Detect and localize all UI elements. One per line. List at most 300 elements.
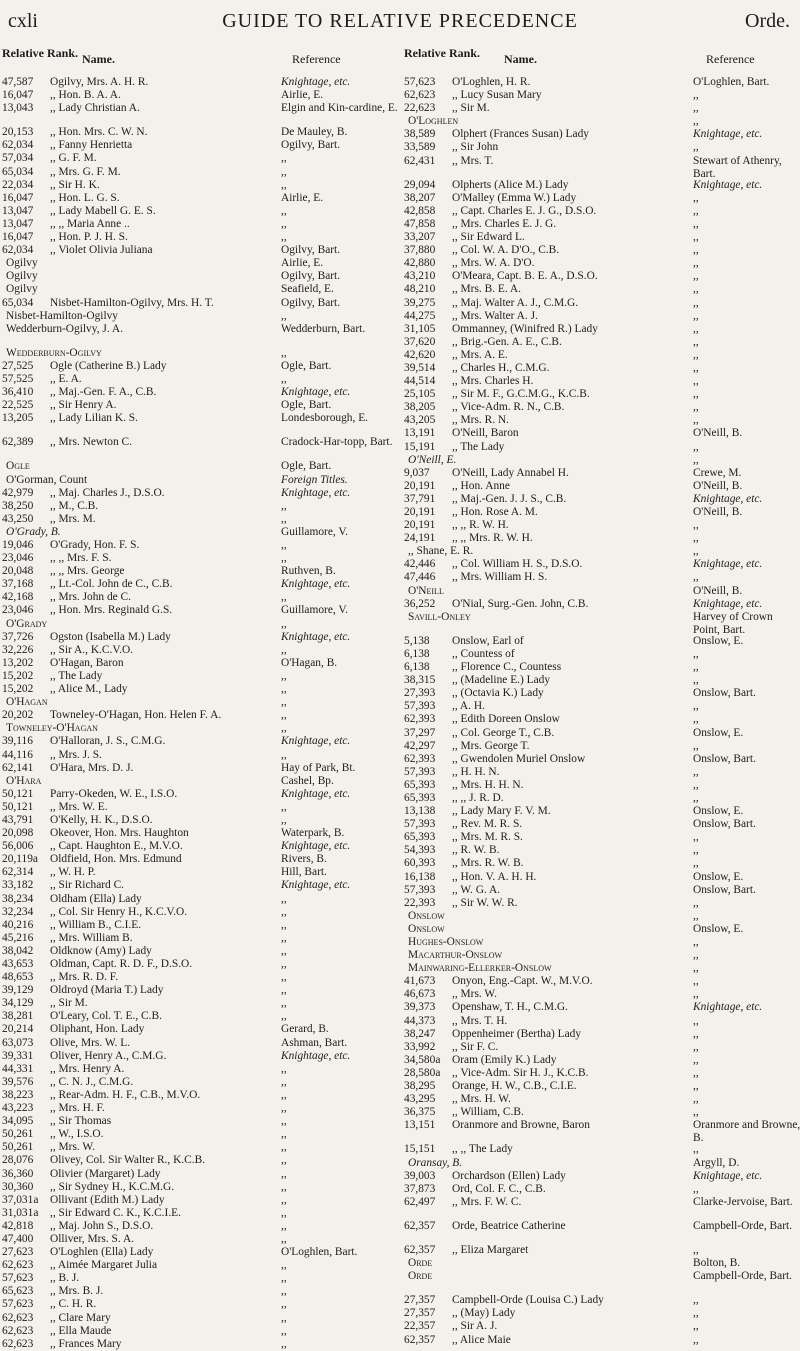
entry-reference: ,, (693, 115, 699, 128)
entry-row (404, 766, 800, 779)
entry-name: ,, Hon. Anne (452, 479, 510, 492)
entry-reference: ,, (693, 1014, 699, 1027)
entry-row (404, 1196, 800, 1209)
rank-number: 38,315 (404, 674, 436, 687)
entry-row (2, 1285, 398, 1298)
entry-row (2, 152, 398, 165)
rank-number: 36,410 (2, 386, 34, 399)
rank-number: 37,726 (2, 630, 34, 643)
entry-row (404, 1041, 800, 1054)
entry-name: ,, Mrs. Charles H. (452, 375, 534, 388)
entry-reference: ,, (693, 647, 699, 660)
entry-name: Ogle (Catherine B.) Lady (50, 359, 167, 372)
entry-name: ,, The Lady (452, 440, 505, 453)
entry-reference: ,, (281, 1128, 287, 1141)
entry-row (2, 1338, 398, 1351)
entry-row (404, 1334, 800, 1347)
entry-name: ,, Sir Edward L. (452, 231, 525, 244)
entry-reference: ,, (281, 1232, 287, 1245)
entry-name: ,, Gwendolen Muriel Onslow (452, 752, 586, 765)
entry-row (404, 532, 800, 545)
entry-row (2, 578, 398, 591)
rank-number: 62,357 (404, 1243, 436, 1256)
entry-row (2, 244, 398, 257)
entry-reference: ,, (693, 1143, 699, 1156)
entry-row (404, 818, 800, 831)
left-column (2, 46, 398, 1351)
entry-reference: ,, (693, 1027, 699, 1040)
entry-reference: Ogilvy, Bart. (281, 139, 341, 152)
spacer (2, 425, 398, 436)
rank-number: 37,297 (404, 726, 436, 739)
entry-name: ,, Sir W. W. R. (452, 896, 518, 909)
entry-row (404, 310, 800, 323)
entry-name: ,, Mrs. Henry A. (50, 1062, 125, 1075)
rank-number: 13,138 (404, 805, 436, 818)
entry-reference: Knightage, etc. (693, 558, 763, 571)
entry-name: Olliver, Mrs. S. A. (50, 1232, 135, 1245)
entry-row (404, 598, 800, 611)
entry-name: Wedderburn-Ogilvy (6, 346, 102, 359)
entry-reference: ,, (281, 944, 287, 957)
rank-number: 20,191 (404, 506, 436, 518)
rank-number: 44,373 (404, 1014, 436, 1027)
rank-number: 62,357 (404, 1219, 436, 1232)
rank-number: 57,623 (404, 76, 436, 88)
rank-number: 31,031a (2, 1206, 39, 1219)
entry-reference: ,, (693, 1080, 699, 1093)
entry-reference: ,, (693, 765, 699, 778)
entry-name: ,, Mrs. William B. (50, 931, 133, 944)
rank-number: 62,034 (2, 244, 34, 257)
entry-row (2, 102, 398, 115)
entry-reference: Ogilvy, Bart. (281, 296, 341, 309)
entry-row (404, 257, 800, 270)
entry-row (2, 386, 398, 399)
entry-reference: ,, (281, 669, 287, 682)
entry-reference: Crewe, M. (693, 466, 742, 479)
entry-row (2, 347, 398, 360)
entry-name: ,, Mrs. Charles E. J. G. (452, 217, 557, 230)
entry-name: Orde, Beatrice Catherine (452, 1219, 566, 1232)
entry-row (2, 1259, 398, 1272)
entry-reference: ,, (693, 1320, 699, 1333)
entry-reference: ,, (693, 453, 699, 466)
rank-number: 34,095 (2, 1115, 34, 1128)
entry-reference: ,, (693, 1294, 699, 1307)
entry-reference: O'Loghlen, Bart. (693, 76, 770, 88)
rank-number: 20,191 (404, 479, 436, 492)
entry-row (2, 1089, 398, 1102)
entry-name: ,, Violet Olivia Juliana (50, 244, 153, 257)
rank-number: 22,393 (404, 896, 436, 909)
entry-name: ,, Fanny Henrietta (50, 139, 133, 152)
entry-reference: ,, (693, 141, 699, 154)
entry-name: O'Loghlen (Ella) Lady (50, 1246, 154, 1259)
entry-reference: ,, (281, 748, 287, 761)
entry-name: ,, Maj. John S., D.S.O. (50, 1219, 154, 1232)
entry-row (2, 76, 398, 89)
rank-number: 42,168 (2, 591, 34, 604)
entry-row (404, 1320, 800, 1333)
entry-reference: O'Neill, B. (693, 479, 743, 492)
rank-number: 43,250 (2, 512, 34, 525)
entry-reference: ,, (693, 270, 699, 283)
rank-number: 36,252 (404, 597, 436, 610)
entry-row (404, 506, 800, 519)
entry-name: Nisbet-Hamilton-Ogilvy (6, 309, 118, 322)
entry-reference: ,, (693, 1182, 699, 1195)
rank-number: 57,623 (2, 1298, 34, 1311)
entry-row (404, 988, 800, 1001)
rank-number: 20,098 (2, 827, 34, 840)
entry-reference: ,, (281, 552, 287, 565)
entry-row (404, 844, 800, 857)
rank-number: 34,129 (2, 997, 34, 1010)
entry-reference: ,, (281, 1324, 287, 1337)
entry-row (404, 1183, 800, 1196)
spacer (404, 1209, 800, 1220)
rank-number: 25,105 (404, 388, 436, 401)
entry-name: Oliphant, Hon. Lady (50, 1023, 145, 1036)
entry-reference: ,, (281, 309, 287, 322)
rank-number: 38,234 (2, 892, 34, 905)
entry-row (404, 519, 800, 532)
entry-row (404, 975, 800, 988)
entry-reference: ,, (281, 958, 287, 970)
rank-number: 38,295 (404, 1080, 436, 1093)
rank-number: 13,202 (2, 656, 34, 669)
entry-reference: Airlie, E. (281, 191, 324, 204)
entry-name: ,, Col. Sir Henry H., K.C.V.O. (50, 905, 188, 918)
rank-number: 62,141 (2, 761, 34, 774)
entry-row (2, 958, 398, 971)
entry-row (2, 1154, 398, 1167)
entry-name: ,, Capt. Haughton E., M.V.O. (50, 840, 183, 853)
entry-name: ,, Lady Lilian K. S. (50, 412, 138, 425)
entry-row (404, 740, 800, 753)
entry-row (2, 1246, 398, 1259)
entry-name: ,, Eliza Margaret (452, 1243, 529, 1256)
entry-row (404, 480, 800, 493)
entry-reference: ,, (693, 519, 699, 532)
rank-number: 15,191 (404, 440, 436, 453)
entry-name: O'Hagan (6, 696, 48, 709)
entry-reference: ,, (693, 217, 699, 230)
entry-row (2, 231, 398, 244)
entry-reference: ,, (693, 322, 699, 335)
entry-name: ,, Lady Mabell G. E. S. (50, 204, 156, 217)
entry-name: ,, Mrs. A. E. (452, 348, 508, 361)
rank-number: 42,446 (404, 558, 436, 571)
entry-row (404, 805, 800, 818)
entry-name: ,, The Lady (50, 669, 103, 682)
entry-reference: ,, (693, 375, 699, 388)
entry-reference: Onslow, E. (693, 726, 744, 739)
entry-reference: Campbell-Orde, Bart. (693, 1270, 793, 1283)
entry-name: ,, Edith Doreen Onslow (452, 713, 560, 726)
entry-row (404, 648, 800, 661)
entry-row (2, 762, 398, 775)
entry-reference: ,, (281, 1075, 287, 1088)
entry-row (2, 412, 398, 425)
entry-reference: ,, (693, 674, 699, 687)
entry-name: Hughes-Onslow (408, 936, 484, 948)
entry-row (404, 857, 800, 870)
rank-number: 20,202 (2, 709, 34, 722)
entry-reference: Gerard, B. (281, 1023, 329, 1036)
entry-row (2, 997, 398, 1010)
rank-number: 57,393 (404, 818, 436, 831)
rank-number: 45,216 (2, 931, 34, 944)
entry-reference: ,, (693, 844, 699, 857)
entry-reference: Waterpark, B. (281, 827, 345, 840)
rank-number: 20,191 (404, 519, 436, 532)
entry-reference: ,, (281, 1219, 287, 1232)
entry-row (2, 618, 398, 631)
entry-reference: O'Neill, B. (693, 584, 743, 597)
entry-name: Towneley-O'Hagan (6, 722, 98, 735)
entry-name: ,, W. G. A. (452, 883, 501, 896)
entry-row (404, 949, 800, 962)
entry-name: O'Kelly, H. K., D.S.O. (50, 813, 153, 826)
entry-row (2, 1325, 398, 1338)
entry-reference: Elgin and Kin-cardine, E. (281, 102, 398, 115)
entry-name: ,, Sir John (452, 141, 499, 154)
entry-reference: Ogle, Bart. (281, 359, 332, 372)
rank-number: 62,389 (2, 436, 34, 449)
entry-reference: ,, (693, 831, 699, 844)
rank-number: 13,047 (2, 217, 34, 230)
rank-number: 62,497 (404, 1195, 436, 1208)
entry-name: ,, Mrs. Newton C. (50, 436, 132, 449)
rank-number: 42,858 (404, 204, 436, 217)
entry-reference: ,, (693, 257, 699, 270)
entry-reference: ,, (693, 909, 699, 922)
rank-number: 42,297 (404, 739, 436, 752)
entry-name: Olivier (Margaret) Lady (50, 1167, 161, 1180)
rank-number: 9,037 (404, 466, 430, 479)
entry-row (2, 436, 398, 449)
rank-number: 62,431 (404, 154, 436, 167)
entry-row (404, 779, 800, 792)
rank-number: 13,043 (2, 102, 34, 115)
entry-name: ,, Sir Henry A. (50, 399, 117, 412)
entry-row (404, 1307, 800, 1320)
entry-row (404, 1220, 800, 1233)
rank-number: 38,281 (2, 1010, 34, 1023)
entry-row (404, 1080, 800, 1093)
rank-number: 42,979 (2, 486, 34, 499)
entry-name: Onyon, Eng.-Capt. W., M.V.O. (452, 975, 593, 988)
rank-number: 33,992 (404, 1040, 436, 1053)
entry-row (2, 474, 398, 487)
entry-name: Olphert (Frances Susan) Lady (452, 128, 589, 141)
entry-reference: Knightage, etc. (693, 492, 763, 505)
entry-row (2, 297, 398, 310)
entry-row (404, 674, 800, 687)
entry-reference: Stewart of Athenry, Bart. (693, 154, 782, 180)
entry-row (404, 910, 800, 923)
entry-name: ,, Mrs. H. W. (452, 1093, 511, 1106)
rank-number: 38,223 (2, 1088, 34, 1101)
entry-reference: ,, (281, 1115, 287, 1128)
entry-reference: ,, (281, 696, 287, 709)
entry-reference: Knightage, etc. (693, 1001, 763, 1014)
entry-reference: ,, (693, 1333, 699, 1346)
entry-name: Oram (Emily K.) Lady (452, 1053, 557, 1066)
entry-name: ,, Sir F. C. (452, 1040, 499, 1053)
entry-name: ,, ,, Mrs. R. W. H. (452, 532, 533, 545)
entry-reference: ,, (693, 700, 699, 713)
rank-number: 38,207 (404, 191, 436, 204)
entry-reference: Onslow, E. (693, 922, 744, 935)
entry-name: Wedderburn-Ogilvy, J. A. (6, 322, 123, 335)
entry-reference: Airlie, E. (281, 257, 324, 270)
entry-name: ,, Vice-Adm. R. N., C.B. (452, 401, 565, 414)
entry-row (2, 945, 398, 958)
entry-name: ,, G. F. M. (50, 152, 97, 165)
entry-row (2, 893, 398, 906)
entry-row (2, 89, 398, 102)
entry-row (404, 493, 800, 506)
entry-reference: ,, (693, 962, 699, 975)
entry-row (2, 722, 398, 735)
rank-number: 38,247 (404, 1027, 436, 1040)
entry-name: Oldman, Capt. R. D. F., D.S.O. (50, 958, 193, 970)
rank-number: 23,046 (2, 552, 34, 565)
entry-row (2, 1010, 398, 1023)
entry-name: ,, Mrs. B. J. (50, 1285, 104, 1298)
entry-reference: Knightage, etc. (693, 178, 763, 191)
entry-name: ,, (Octavia K.) Lady (452, 687, 544, 700)
entry-name: Ommanney, (Winifred R.) Lady (452, 322, 598, 335)
entry-name: Olive, Mrs. W. L. (50, 1036, 131, 1049)
entry-row (2, 906, 398, 919)
rank-number: 39,331 (2, 1049, 34, 1062)
entry-reference: ,, (693, 440, 699, 453)
entry-name: O'Malley (Emma W.) Lady (452, 191, 577, 204)
entry-reference: ,, (693, 309, 699, 322)
entry-name: Ord, Col. F. C., C.B. (452, 1182, 546, 1195)
entry-name: Orchardson (Ellen) Lady (452, 1169, 566, 1182)
rank-number: 20,119a (2, 853, 38, 866)
rank-number: 39,373 (404, 1001, 436, 1014)
entry-row (2, 500, 398, 513)
entry-reference: Knightage, etc. (693, 597, 763, 610)
rank-number: 57,034 (2, 152, 34, 165)
entry-name: ,, Hon. L. G. S. (50, 191, 120, 204)
entry-reference: Knightage, etc. (281, 840, 351, 853)
entry-reference: ,, (693, 778, 699, 791)
entry-row (2, 971, 398, 984)
entry-reference: Cashel, Bp. (281, 774, 334, 787)
rank-number: 33,589 (404, 141, 436, 154)
column-header (2, 46, 398, 76)
entry-name: ,, Mrs. H. F. (50, 1102, 105, 1115)
entry-name: ,, Mrs. F. W. C. (452, 1195, 522, 1208)
entry-row (404, 375, 800, 388)
entry-reference: O'Neill, B. (693, 427, 743, 440)
entry-name: ,, Sir M. (50, 997, 88, 1010)
rank-number: 5,138 (404, 634, 430, 647)
entry-row (404, 1054, 800, 1067)
rank-number: 13,191 (404, 427, 436, 440)
entry-row (404, 128, 800, 141)
entry-row (404, 1001, 800, 1014)
entry-reference: ,, (281, 1102, 287, 1115)
entry-name: ,, H. H. N. (452, 765, 500, 778)
rank-number: 39,003 (404, 1169, 436, 1182)
entry-name: Ogilvy, Mrs. A. H. R. (50, 76, 149, 88)
entry-row (2, 539, 398, 552)
entry-row (2, 1128, 398, 1141)
rank-number: 13,205 (2, 412, 34, 425)
entry-name: ,, Mrs. T. (452, 154, 494, 167)
entry-name: O'Hara, Mrs. D. J. (50, 761, 134, 774)
entry-name: Mainwaring-Ellerker-Onslow (408, 962, 552, 975)
entry-name: ,, Lady Christian A. (50, 102, 140, 115)
entry-reference: ,, (281, 722, 287, 735)
entry-reference: ,, (281, 372, 287, 385)
rank-number: 29,094 (404, 178, 436, 191)
entry-reference: ,, (693, 401, 699, 414)
entry-reference: ,, (281, 617, 287, 630)
entry-row (2, 1220, 398, 1233)
entry-name: ,, Aimée Margaret Julia (50, 1259, 158, 1272)
entry-name: ,, ,, Maria Anne .. (50, 217, 130, 230)
entry-name: ,, Mrs. W. A. D'O. (452, 257, 535, 270)
entry-row (2, 1207, 398, 1220)
entry-name: ,, Mrs. W. (452, 988, 497, 1001)
entry-reference: ,, (281, 231, 287, 244)
entry-reference: ,, (693, 1093, 699, 1106)
rank-number: 50,121 (2, 800, 34, 813)
entry-name: ,, Maj.-Gen. F. A., C.B. (50, 386, 157, 399)
entry-name: Onslow (408, 922, 445, 935)
entry-reference: Clarke-Jervoise, Bart. (693, 1195, 793, 1208)
entry-name: ,, Hon. B. A. A. (50, 89, 121, 102)
entry-name: Olpherts (Alice M.) Lady (452, 178, 569, 191)
entry-row (2, 788, 398, 801)
entry-name: O'Loghlen, H. R. (452, 76, 531, 88)
entry-row (404, 884, 800, 897)
entry-row (404, 1257, 800, 1270)
rank-number: 22,525 (2, 399, 34, 412)
entry-reference: Hay of Park, Bt. (281, 761, 356, 774)
entry-row (404, 76, 800, 89)
rank-number: 27,357 (404, 1307, 436, 1320)
entry-reference: Onslow, E. (693, 870, 744, 883)
entry-row (2, 323, 398, 336)
entry-row (2, 1141, 398, 1154)
entry-row (404, 1093, 800, 1106)
rank-number: 65,393 (404, 778, 436, 791)
entry-row (404, 141, 800, 154)
rank-number: 62,623 (2, 1311, 34, 1324)
entry-name: ,, C. H. R. (50, 1298, 97, 1311)
entry-row (2, 932, 398, 945)
rank-number: 33,207 (404, 231, 436, 244)
entry-reference: Foreign Titles. (281, 473, 348, 486)
entry-name: ,, Florence C., Countess (452, 661, 562, 674)
entry-row (2, 775, 398, 788)
entry-row (404, 179, 800, 192)
rank-number: 37,791 (404, 492, 436, 505)
entry-name: Orde (408, 1257, 433, 1270)
entry-reference: ,, (281, 683, 287, 696)
entry-row (404, 1015, 800, 1028)
